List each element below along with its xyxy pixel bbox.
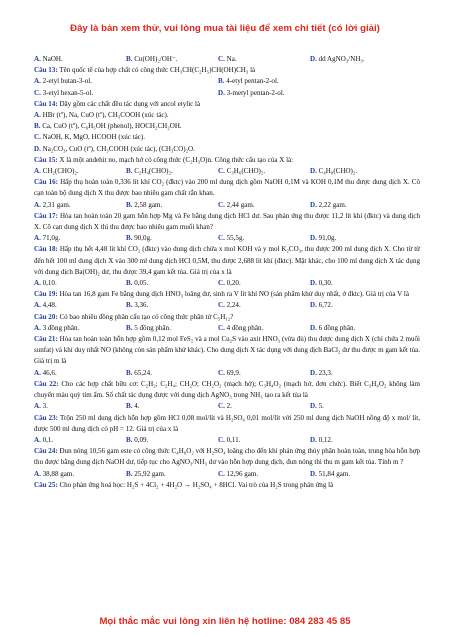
question-number: Câu 18: xyxy=(34,245,58,254)
answer-option xyxy=(126,401,218,412)
answer-option xyxy=(34,401,126,412)
option-letter: D. xyxy=(310,200,319,209)
answer-option xyxy=(34,368,126,379)
answer-option xyxy=(34,121,420,132)
answer-option xyxy=(126,435,218,446)
question-stem xyxy=(34,289,420,300)
option-text: 3 đồng phân. xyxy=(42,323,80,332)
option-letter: C. xyxy=(218,55,227,63)
answer-options xyxy=(34,166,420,177)
option-text: 2. xyxy=(226,402,232,411)
question-number: Câu 17: xyxy=(34,211,58,220)
answer-option xyxy=(34,435,126,446)
option-letter: D. xyxy=(310,323,319,332)
option-text: 4-etyl pentan-2-ol. xyxy=(226,77,279,86)
option-letter: A. xyxy=(34,323,43,332)
option-text: C₄H₈(CHO)₂. xyxy=(318,167,358,176)
option-text: 3,36. xyxy=(134,301,149,310)
option-letter: C. xyxy=(218,435,227,444)
question-number: Câu 14: xyxy=(34,99,58,108)
option-text: 3-etyl hexan-5-ol. xyxy=(42,88,94,97)
option-text: 0,20. xyxy=(226,279,241,288)
answer-option xyxy=(310,368,420,379)
question-list xyxy=(34,54,420,491)
answer-option xyxy=(34,76,218,87)
question-number: Câu 21: xyxy=(34,335,58,344)
answer-options xyxy=(34,469,420,480)
answer-options xyxy=(34,76,420,98)
option-letter: A. xyxy=(34,368,43,377)
option-text: 0,1. xyxy=(42,435,54,444)
answer-option xyxy=(310,233,420,244)
answer-option xyxy=(126,323,218,334)
previous-question-options xyxy=(34,54,420,65)
question-stem xyxy=(34,413,420,435)
question-text: Cho phản ứng hoá học: H₂S + 4Cl₂ + 4H₂O → H₂SO₄ + 8HCl. Vai trò của H₂S trong phản ứng là xyxy=(57,480,334,489)
option-letter: B. xyxy=(126,323,135,332)
answer-options xyxy=(34,233,420,244)
answer-option xyxy=(126,469,218,480)
question-text: X là một andehit no, mạch hở có công thức (C₂H₃O)n. Công thức cấu tạo của X là: xyxy=(57,155,294,164)
option-text: 0,12. xyxy=(318,435,333,444)
option-text: 4,48. xyxy=(42,301,57,310)
answer-option xyxy=(34,469,126,480)
answer-option xyxy=(126,54,218,65)
answer-option xyxy=(218,166,310,177)
question-number: Câu 20: xyxy=(34,312,58,321)
answer-option xyxy=(34,300,126,311)
option-letter: C. xyxy=(218,469,227,478)
answer-option xyxy=(34,278,126,289)
answer-options xyxy=(34,278,420,289)
answer-option xyxy=(34,233,126,244)
question-stem xyxy=(34,155,420,166)
answer-option xyxy=(126,233,218,244)
answer-option xyxy=(126,368,218,379)
option-letter: B. xyxy=(126,368,135,377)
option-letter: B. xyxy=(126,279,135,288)
option-letter: D. xyxy=(310,301,319,310)
option-text: 2,24. xyxy=(226,301,241,310)
question-number: Câu 22: xyxy=(34,379,59,388)
question-stem xyxy=(34,446,420,468)
answer-option xyxy=(310,323,420,334)
option-letter: B. xyxy=(126,167,135,176)
option-text: 6 đồng phân. xyxy=(318,323,356,332)
question-stem xyxy=(34,65,420,76)
question-number: Câu 19: xyxy=(34,290,58,299)
answer-option xyxy=(218,233,310,244)
option-letter: C. xyxy=(218,279,227,288)
answer-options xyxy=(34,110,420,155)
answer-options xyxy=(34,200,420,211)
option-text: 0,09. xyxy=(134,435,149,444)
option-letter: D. xyxy=(310,469,319,478)
option-text: C₃H₆(CHO)₂. xyxy=(226,167,266,176)
answer-option xyxy=(310,54,420,65)
option-text: 0,10. xyxy=(42,279,57,288)
option-text: HBr (tº), Na, CuO (tº), CH₃COOH (xúc tác). xyxy=(42,111,169,120)
option-text: 38,88 gam. xyxy=(42,469,75,478)
option-text: 25,92 gam. xyxy=(134,469,166,478)
question-text: Hấp thụ hoàn toàn 0,336 lít khí CO₂ (đktc) vào 200 ml dung dịch gồm NaOH 0,1M và KOH 0,1M thu được dung dịch X. Cô cạn toàn bộ dung dịch X thu được bao nhiêu gam chất rắn khan. xyxy=(34,178,421,198)
option-text: 91,0g. xyxy=(318,234,337,243)
option-text: 71,0g. xyxy=(42,234,61,243)
option-letter: C. xyxy=(218,402,227,411)
answer-option xyxy=(310,401,420,412)
question-stem xyxy=(34,379,420,401)
answer-option xyxy=(34,132,420,143)
option-letter: B. xyxy=(126,435,135,444)
answer-option xyxy=(218,54,310,65)
answer-option xyxy=(34,200,126,211)
answer-option xyxy=(218,368,310,379)
option-text: 65,24. xyxy=(134,368,152,377)
question-number: Câu 24: xyxy=(34,447,58,456)
option-letter: D. xyxy=(218,88,227,97)
option-letter: A. xyxy=(34,234,43,243)
option-letter: D. xyxy=(310,55,319,63)
option-letter: D. xyxy=(310,402,319,411)
option-letter: B. xyxy=(34,122,43,131)
answer-options xyxy=(34,368,420,379)
option-letter: A. xyxy=(34,279,43,288)
option-text: C₂H₄(CHO)₂. xyxy=(134,167,173,176)
option-letter: D. xyxy=(310,368,319,377)
answer-option xyxy=(310,435,420,446)
option-text: 4 đồng phân. xyxy=(226,323,264,332)
question-stem xyxy=(34,211,420,233)
option-letter: B. xyxy=(126,469,135,478)
answer-options xyxy=(34,323,420,334)
question-text: Tên quốc tế của hợp chất có công thức CH₃CH(C₂H₅)CH(OH)CH₃ là xyxy=(57,66,256,75)
option-letter: A. xyxy=(34,111,43,120)
option-letter: A. xyxy=(34,435,43,444)
option-text: NaOH. xyxy=(42,55,63,63)
option-letter: C. xyxy=(218,167,227,176)
option-text: Na. xyxy=(226,55,237,63)
answer-option xyxy=(310,469,420,480)
question-text: Cho các hợp chất hữu cơ: C₂H₂; C₂H₄; CH₂O; CH₂O₂ (mạch hở); C₃H₄O₂ (mạch hở, đơn chức). Biết C₃H₄O₂ không làm chuyển màu quỳ tím ẩm. Số chất tác dụng được với dung dịch AgNO₃ trong NH₃ tạo ra kết tủa là xyxy=(34,379,421,400)
option-letter: B. xyxy=(126,200,135,209)
option-letter: A. xyxy=(34,200,43,209)
option-text: 3. xyxy=(42,402,48,411)
option-letter: B. xyxy=(126,301,135,310)
answer-option xyxy=(218,401,310,412)
question-text: Hòa tan 16,8 gam Fe bằng dung dịch HNO₃ loãng dư, sinh ra V lít khí NO (sản phẩm khử duy nhất, ở đktc). Giá trị của V là xyxy=(57,290,409,299)
question-text: Hòa tan hoàn toàn hỗn hợp gồm 0,12 mol FeS₂ và a mol Cu₂S vào axit HNO₃ (vừa đủ) thu được dung dịch X (chỉ chứa 2 muối sunfat) và khí duy nhất NO (không còn sản phẩm khử khác). Cho dung dịch X tác dụng với dung dịch BaCl₂ dư thu được m gam kết tủa. Giá trị m là xyxy=(34,335,420,366)
option-letter: C. xyxy=(34,88,43,97)
question-number: Câu 15: xyxy=(34,155,58,164)
question-stem xyxy=(34,334,420,368)
option-text: 51,84 gam. xyxy=(318,469,351,478)
option-letter: C. xyxy=(218,301,227,310)
answer-option xyxy=(218,469,310,480)
option-text: 0,30. xyxy=(318,279,333,288)
answer-option xyxy=(218,200,310,211)
option-text: 2-etyl butan-3-ol. xyxy=(42,77,92,86)
option-text: 2,44 gam. xyxy=(226,200,255,209)
question-text: Hòa tan hoàn toàn 20 gam hỗn hợp Mg và Fe bằng dung dịch HCl dư. Sau phản ứng thu được 11,2 lít khí (đktc) và dung dịch X. Cô cạn dung dịch X thì thu được bao nhiêu gam muối khan? xyxy=(34,211,420,232)
answer-option xyxy=(34,54,126,65)
answer-option xyxy=(126,166,218,177)
answer-option xyxy=(34,323,126,334)
option-text: 23,3. xyxy=(318,368,333,377)
question-stem xyxy=(34,99,420,110)
answer-option xyxy=(126,278,218,289)
option-letter: B. xyxy=(126,402,135,411)
question-number: Câu 25: xyxy=(34,480,58,489)
answer-option xyxy=(34,110,420,121)
option-text: 0,05. xyxy=(134,279,149,288)
question-number: Câu 13: xyxy=(34,66,58,75)
option-text: 12,96 gam. xyxy=(226,469,259,478)
answer-options xyxy=(34,300,420,311)
option-letter: B. xyxy=(218,77,227,86)
option-text: 6,72. xyxy=(318,301,333,310)
option-letter: A. xyxy=(34,55,43,63)
option-letter: C. xyxy=(34,133,43,142)
option-text: NaOH, K, MgO, HCOOH (xúc tác). xyxy=(42,133,145,142)
option-letter: A. xyxy=(34,167,43,176)
option-letter: A. xyxy=(34,402,43,411)
answer-option xyxy=(310,166,420,177)
question-text: Trộn 250 ml dung dịch hỗn hợp gồm HCl 0,08 mol/lít và H₂SO₄ 0,01 mol/lít với 250 ml dung dịch NaOH nồng độ x mol/ lít, được 500 ml dung dịch có pH = 12. Giá trị của x là xyxy=(34,413,420,433)
answer-option xyxy=(34,88,218,99)
option-text: 5. xyxy=(318,402,324,411)
option-text: 3-metyl pentan-2-ol. xyxy=(226,88,285,97)
option-letter: A. xyxy=(34,469,43,478)
answer-option xyxy=(34,144,420,155)
option-letter: D. xyxy=(310,167,319,176)
hotline-banner: Mọi thắc mắc vui lòng xin liên hệ hotline: 084 283 45 85 xyxy=(99,616,351,627)
answer-option xyxy=(218,300,310,311)
question-text: Dãy gồm các chất đều tác dụng với ancol etylic là xyxy=(57,99,201,108)
option-text: 55,5g. xyxy=(226,234,245,243)
answer-option xyxy=(218,323,310,334)
answer-option xyxy=(218,76,420,87)
option-letter: C. xyxy=(218,368,227,377)
option-text: Na₂CO₃, CuO (tº), CH₃COOH (xúc tác), (CH₃CO)₂O. xyxy=(42,144,195,153)
option-letter: C. xyxy=(218,323,227,332)
question-stem xyxy=(34,480,420,491)
option-text: 2,22 gam. xyxy=(318,200,347,209)
answer-option xyxy=(218,435,310,446)
answer-options xyxy=(34,401,420,412)
option-text: 4. xyxy=(134,402,140,411)
option-letter: B. xyxy=(126,234,135,243)
answer-options xyxy=(34,435,420,446)
question-text: Đun nóng 10,56 gam este có công thức C₄H₈O₂ với H₂SO₄ loãng cho đến khi phản ứng thủy phân hoàn toàn, trung hòa hỗn hợp thu được bằng dung dịch NaOH dư, tiếp tục cho AgNO₃/NH₃ dư vào hỗn hợp dung dịch, đun nóng thì thu m gam kết tủa. Tính m ? xyxy=(34,447,421,467)
option-text: 0,11. xyxy=(226,435,241,444)
question-stem xyxy=(34,177,420,199)
answer-option xyxy=(126,200,218,211)
option-letter: A. xyxy=(34,77,43,86)
option-letter: D. xyxy=(310,435,319,444)
option-text: 5 đồng phân. xyxy=(134,323,171,332)
option-text: Ca, CuO (tº), C₆H₅OH (phenol), HOCH₂CH₂OH. xyxy=(42,122,182,131)
answer-option xyxy=(218,88,420,99)
option-text: 46,6. xyxy=(42,368,57,377)
answer-option xyxy=(218,278,310,289)
option-letter: C. xyxy=(218,234,227,243)
preview-banner: Đây là bản xem thử, vui lòng mua tài liệu để xem chi tiết (có lời giải) xyxy=(70,23,380,34)
answer-option xyxy=(34,166,126,177)
option-text: Cu(OH)₂/OH⁻. xyxy=(134,55,178,63)
question-stem xyxy=(34,244,420,278)
option-text: 2,31 gam. xyxy=(42,200,71,209)
question-text: Hấp thụ hết 4,48 lít khí CO₂ (đktc) vào dung dịch chứa x mol KOH và y mol K₂CO₃, thu được 200 ml dung dịch X. Cho từ từ đến hết 100 ml dung dịch X vào 300 ml dung dịch HCl 0,5M, thu được 2,688 lít khí (đktc). Mặt khác, cho 100 ml dung dịch X tác dụng với dung dịch Ba(OH)₂ dư, thu được 39,4 gam kết tủa. Giá trị của x là xyxy=(34,245,420,276)
option-letter: C. xyxy=(218,200,227,209)
question-stem xyxy=(34,312,420,323)
question-number: Câu 23: xyxy=(34,413,58,422)
question-text: Có bao nhiêu đồng phân cấu tạo có công thức phân tử C₅H₁₂? xyxy=(57,312,234,321)
option-letter: D. xyxy=(310,279,319,288)
option-text: dd AgNO₃/NH₃. xyxy=(318,55,365,63)
option-letter: D. xyxy=(310,234,319,243)
option-text: 2,58 gam. xyxy=(134,200,163,209)
answer-option xyxy=(310,200,420,211)
answer-option xyxy=(310,300,420,311)
question-number: Câu 16: xyxy=(34,178,58,187)
option-letter: A. xyxy=(34,301,43,310)
option-text: 90,0g. xyxy=(134,234,152,243)
answer-option xyxy=(310,278,420,289)
option-letter: B. xyxy=(126,55,135,63)
option-text: CH₂(CHO)₂. xyxy=(42,167,79,176)
option-letter: D. xyxy=(34,144,43,153)
answer-option xyxy=(126,300,218,311)
option-text: 69,9. xyxy=(226,368,241,377)
